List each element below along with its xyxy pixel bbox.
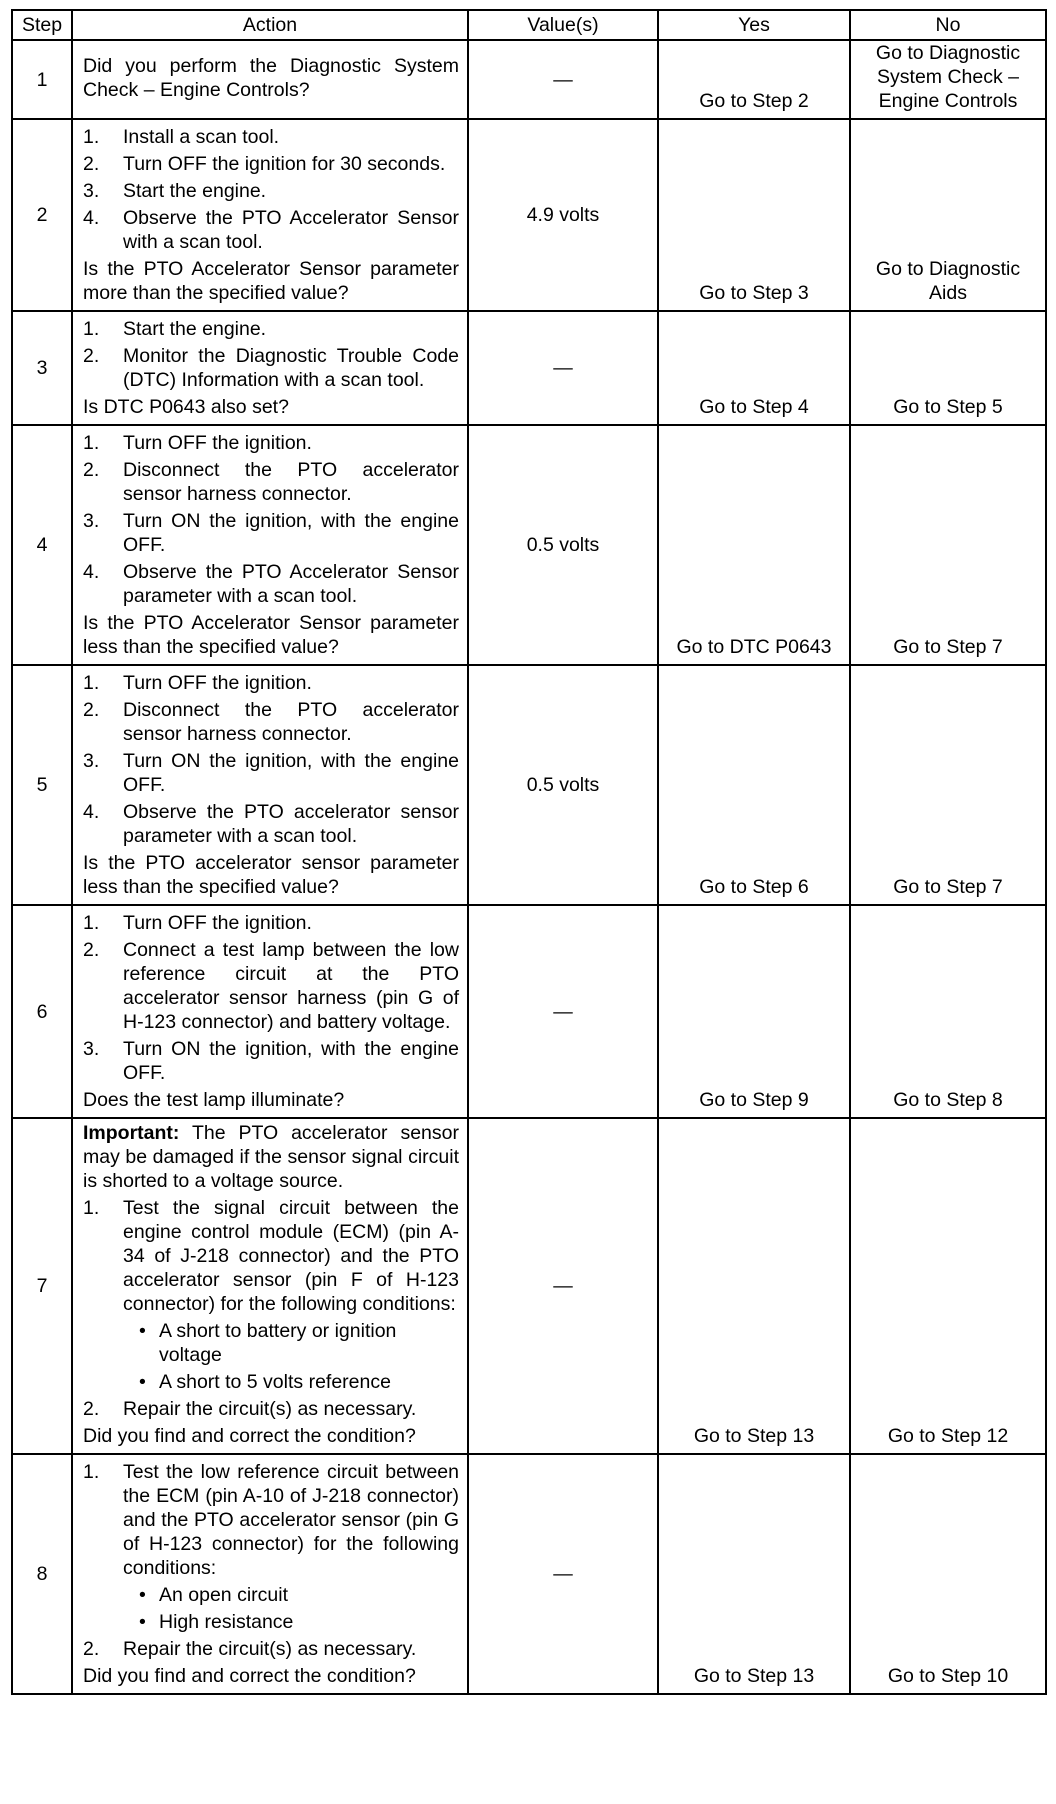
action-cell [72,119,468,311]
procedure-item-text: Observe the PTO Accelerator Sensor with a scan tool. [123,207,459,253]
step-number: 7 [12,1118,72,1454]
important-note [83,1121,459,1193]
action-cell [72,311,468,425]
procedure-item [83,152,459,176]
condition-text: High resistance [159,1611,294,1633]
table-row [12,665,1046,905]
procedure-item [83,1037,459,1085]
table-row [12,119,1046,311]
procedure-list [83,1196,459,1421]
important-text: The PTO accelerator sensor may be damaged if the sensor signal circuit is shorted to a voltage source. [83,1122,459,1192]
no-result: Go to Diagnostic System Check – Engine Controls [850,40,1046,119]
yes-result: Go to Step 2 [658,40,850,119]
procedure-list [83,671,459,848]
action-question: Is DTC P0643 also set? [83,396,289,418]
condition-bullet [139,1583,459,1607]
procedure-item-number: 2. [83,939,100,961]
procedure-item-number: 1. [83,318,100,340]
yes-result: Go to Step 4 [658,311,850,425]
diagnostic-table [11,9,1047,1695]
yes-result: Go to Step 13 [658,1454,850,1694]
bullet-icon: • [139,1611,146,1633]
header-values: Value(s) [468,10,658,40]
procedure-item-text: Disconnect the PTO accelerator sensor harness connector. [123,699,459,745]
procedure-item-text: Observe the PTO accelerator sensor parameter with a scan tool. [123,801,459,847]
action-question: Is the PTO Accelerator Sensor parameter less than the specified value? [83,612,459,658]
table-row [12,425,1046,665]
value-cell: — [468,311,658,425]
procedure-item-number: 2. [83,153,100,175]
action-cell [72,665,468,905]
procedure-item-text: Turn OFF the ignition. [123,672,312,694]
procedure-item-text: Repair the circuit(s) as necessary. [123,1638,417,1660]
procedure-item-text: Turn OFF the ignition for 30 seconds. [123,153,446,175]
procedure-item-text: Disconnect the PTO accelerator sensor harness connector. [123,459,459,505]
value-cell: — [468,1454,658,1694]
yes-result: Go to Step 6 [658,665,850,905]
action-question: Is the PTO Accelerator Sensor parameter more than the specified value? [83,258,459,304]
no-result: Go to Step 12 [850,1118,1046,1454]
procedure-item [83,317,459,341]
action-question: Did you find and correct the condition? [83,1665,416,1687]
action-cell [72,1118,468,1454]
step-number: 2 [12,119,72,311]
value-cell: 4.9 volts [468,119,658,311]
procedure-item-number: 1. [83,126,100,148]
procedure-item-text: Turn ON the ignition, with the engine OFF. [123,510,459,556]
header-row [12,10,1046,40]
procedure-item-number: 1. [83,1461,100,1483]
table-row [12,1454,1046,1694]
action-question: Is the PTO accelerator sensor parameter less than the specified value? [83,852,459,898]
procedure-item-number: 3. [83,180,100,202]
action-question: Does the test lamp illuminate? [83,1089,345,1111]
procedure-item [83,1196,459,1316]
value-cell: — [468,40,658,119]
step-number: 4 [12,425,72,665]
no-result: Go to Diagnostic Aids [850,119,1046,311]
procedure-item [83,509,459,557]
header-action: Action [72,10,468,40]
procedure-item-number: 4. [83,561,100,583]
condition-bullet [139,1370,459,1394]
header-yes: Yes [658,10,850,40]
no-result: Go to Step 10 [850,1454,1046,1694]
procedure-item [83,1397,459,1421]
important-label: Important: [83,1122,180,1144]
procedure-item-text: Observe the PTO Accelerator Sensor parameter with a scan tool. [123,561,459,607]
procedure-item-number: 4. [83,207,100,229]
no-result: Go to Step 5 [850,311,1046,425]
procedure-item-number: 2. [83,345,100,367]
procedure-item-number: 2. [83,1638,100,1660]
procedure-item-number: 3. [83,1038,100,1060]
procedure-item [83,938,459,1034]
procedure-item-number: 2. [83,1398,100,1420]
action-cell [72,425,468,665]
procedure-item [83,458,459,506]
yes-result: Go to DTC P0643 [658,425,850,665]
procedure-item-number: 1. [83,432,100,454]
procedure-item-number: 4. [83,801,100,823]
procedure-item [83,1460,459,1580]
value-cell: 0.5 volts [468,665,658,905]
procedure-item-number: 1. [83,672,100,694]
procedure-item-number: 2. [83,459,100,481]
condition-bullet [139,1319,459,1367]
value-cell: — [468,905,658,1118]
procedure-item-text: Turn ON the ignition, with the engine OFF. [123,1038,459,1084]
table-body [12,40,1046,1694]
no-result: Go to Step 8 [850,905,1046,1118]
action-cell [72,40,468,119]
procedure-item-text: Install a scan tool. [123,126,280,148]
procedure-list [83,125,459,254]
action-question: Did you perform the Diagnostic System Check – Engine Controls? [83,55,459,101]
procedure-item-number: 3. [83,750,100,772]
no-result: Go to Step 7 [850,665,1046,905]
procedure-item-text: Turn ON the ignition, with the engine OFF. [123,750,459,796]
condition-bullet [139,1610,459,1634]
procedure-item-text: Monitor the Diagnostic Trouble Code (DTC) Information with a scan tool. [123,345,459,391]
table-row [12,311,1046,425]
value-cell: — [468,1118,658,1454]
procedure-item [83,560,459,608]
yes-result: Go to Step 13 [658,1118,850,1454]
table-row [12,905,1046,1118]
procedure-item [83,125,459,149]
condition-text: A short to battery or ignition voltage [159,1320,397,1366]
header-step: Step [12,10,72,40]
procedure-item [83,1637,459,1661]
procedure-item-text: Repair the circuit(s) as necessary. [123,1398,417,1420]
step-number: 1 [12,40,72,119]
procedure-item-number: 1. [83,912,100,934]
procedure-list [83,1460,459,1661]
procedure-item [83,179,459,203]
procedure-item-number: 3. [83,510,100,532]
bullet-icon: • [139,1371,146,1393]
procedure-item [83,431,459,455]
procedure-item [83,800,459,848]
step-number: 5 [12,665,72,905]
procedure-item-number: 1. [83,1197,100,1219]
procedure-item [83,698,459,746]
action-cell [72,905,468,1118]
procedure-item-text: Turn OFF the ignition. [123,912,312,934]
procedure-item [83,911,459,935]
header-no: No [850,10,1046,40]
procedure-item [83,749,459,797]
procedure-item-text: Start the engine. [123,318,267,340]
procedure-item-text: Turn OFF the ignition. [123,432,312,454]
action-cell [72,1454,468,1694]
procedure-item-text: Test the low reference circuit between the ECM (pin A-10 of J-218 connector) and the PTO accelerator sensor (pin G of H-123 connector) for the following conditions: [123,1461,459,1579]
yes-result: Go to Step 9 [658,905,850,1118]
action-question: Did you find and correct the condition? [83,1425,416,1447]
condition-text: A short to 5 volts reference [159,1371,391,1393]
procedure-list [83,317,459,392]
procedure-list [83,431,459,608]
step-number: 6 [12,905,72,1118]
value-cell: 0.5 volts [468,425,658,665]
bullet-icon: • [139,1584,146,1606]
procedure-item-number: 2. [83,699,100,721]
yes-result: Go to Step 3 [658,119,850,311]
procedure-item-text: Test the signal circuit between the engine control module (ECM) (pin A-34 of J-218 connector) and the PTO accelerator sensor (pin F of H-123 connector) for the following conditions: [123,1197,459,1315]
procedure-item [83,671,459,695]
no-result: Go to Step 7 [850,425,1046,665]
bullet-icon: • [139,1320,146,1342]
condition-text: An open circuit [159,1584,288,1606]
table-row [12,40,1046,119]
procedure-item [83,206,459,254]
procedure-item [83,344,459,392]
step-number: 8 [12,1454,72,1694]
procedure-item-text: Connect a test lamp between the low reference circuit at the PTO accelerator sensor harness (pin G of H-123 connector) and battery voltage. [123,939,459,1033]
table-row [12,1118,1046,1454]
step-number: 3 [12,311,72,425]
procedure-list [83,911,459,1085]
procedure-item-text: Start the engine. [123,180,267,202]
